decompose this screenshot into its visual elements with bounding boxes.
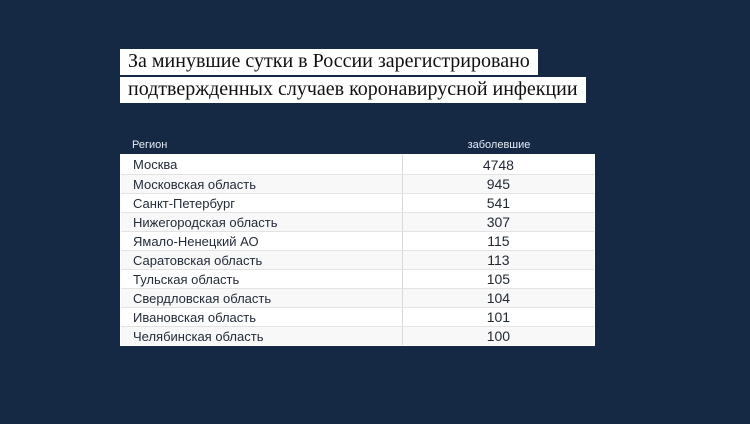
headline	[120, 49, 586, 105]
region-cell: Челябинская область	[121, 327, 403, 345]
table-row	[121, 326, 594, 345]
column-header-cases: заболевшие	[467, 138, 531, 151]
region-cell: Московская область	[121, 175, 403, 193]
table-row	[121, 231, 594, 250]
cases-cell: 115	[487, 233, 510, 249]
region-cell: Свердловская область	[121, 289, 403, 307]
cases-cell: 113	[487, 252, 510, 268]
table-header-row	[120, 135, 595, 154]
headline-line-1: За минувшие сутки в России зарегистрировано	[120, 49, 538, 75]
cases-cell: 541	[486, 195, 511, 211]
column-header-region: Регион	[132, 138, 168, 151]
cases-table	[120, 135, 595, 346]
table-row	[121, 155, 594, 174]
cases-cell: 4748	[482, 156, 514, 173]
table-row	[121, 174, 594, 193]
table-body	[120, 154, 595, 346]
cases-cell: 104	[486, 290, 511, 306]
table-row	[121, 193, 594, 212]
table-row	[121, 212, 594, 231]
headline-line-2: подтвержденных случаев коронавирусной инфекции	[120, 77, 586, 103]
cases-cell: 307	[486, 214, 511, 230]
region-cell: Москва	[121, 155, 403, 174]
region-cell: Саратовская область	[121, 251, 403, 269]
table-row	[121, 269, 594, 288]
region-cell: Нижегородская область	[121, 213, 403, 231]
table-row	[121, 288, 594, 307]
region-cell: Санкт-Петербург	[121, 194, 403, 212]
region-cell: Ивановская область	[121, 308, 403, 326]
region-cell: Тульская область	[121, 270, 403, 288]
table-row	[121, 307, 594, 326]
cases-cell: 101	[486, 309, 511, 325]
cases-cell: 100	[486, 328, 511, 344]
region-cell: Ямало-Ненецкий АО	[121, 232, 403, 250]
cases-cell: 945	[486, 176, 511, 192]
table-row	[121, 250, 594, 269]
cases-cell: 105	[486, 271, 511, 287]
